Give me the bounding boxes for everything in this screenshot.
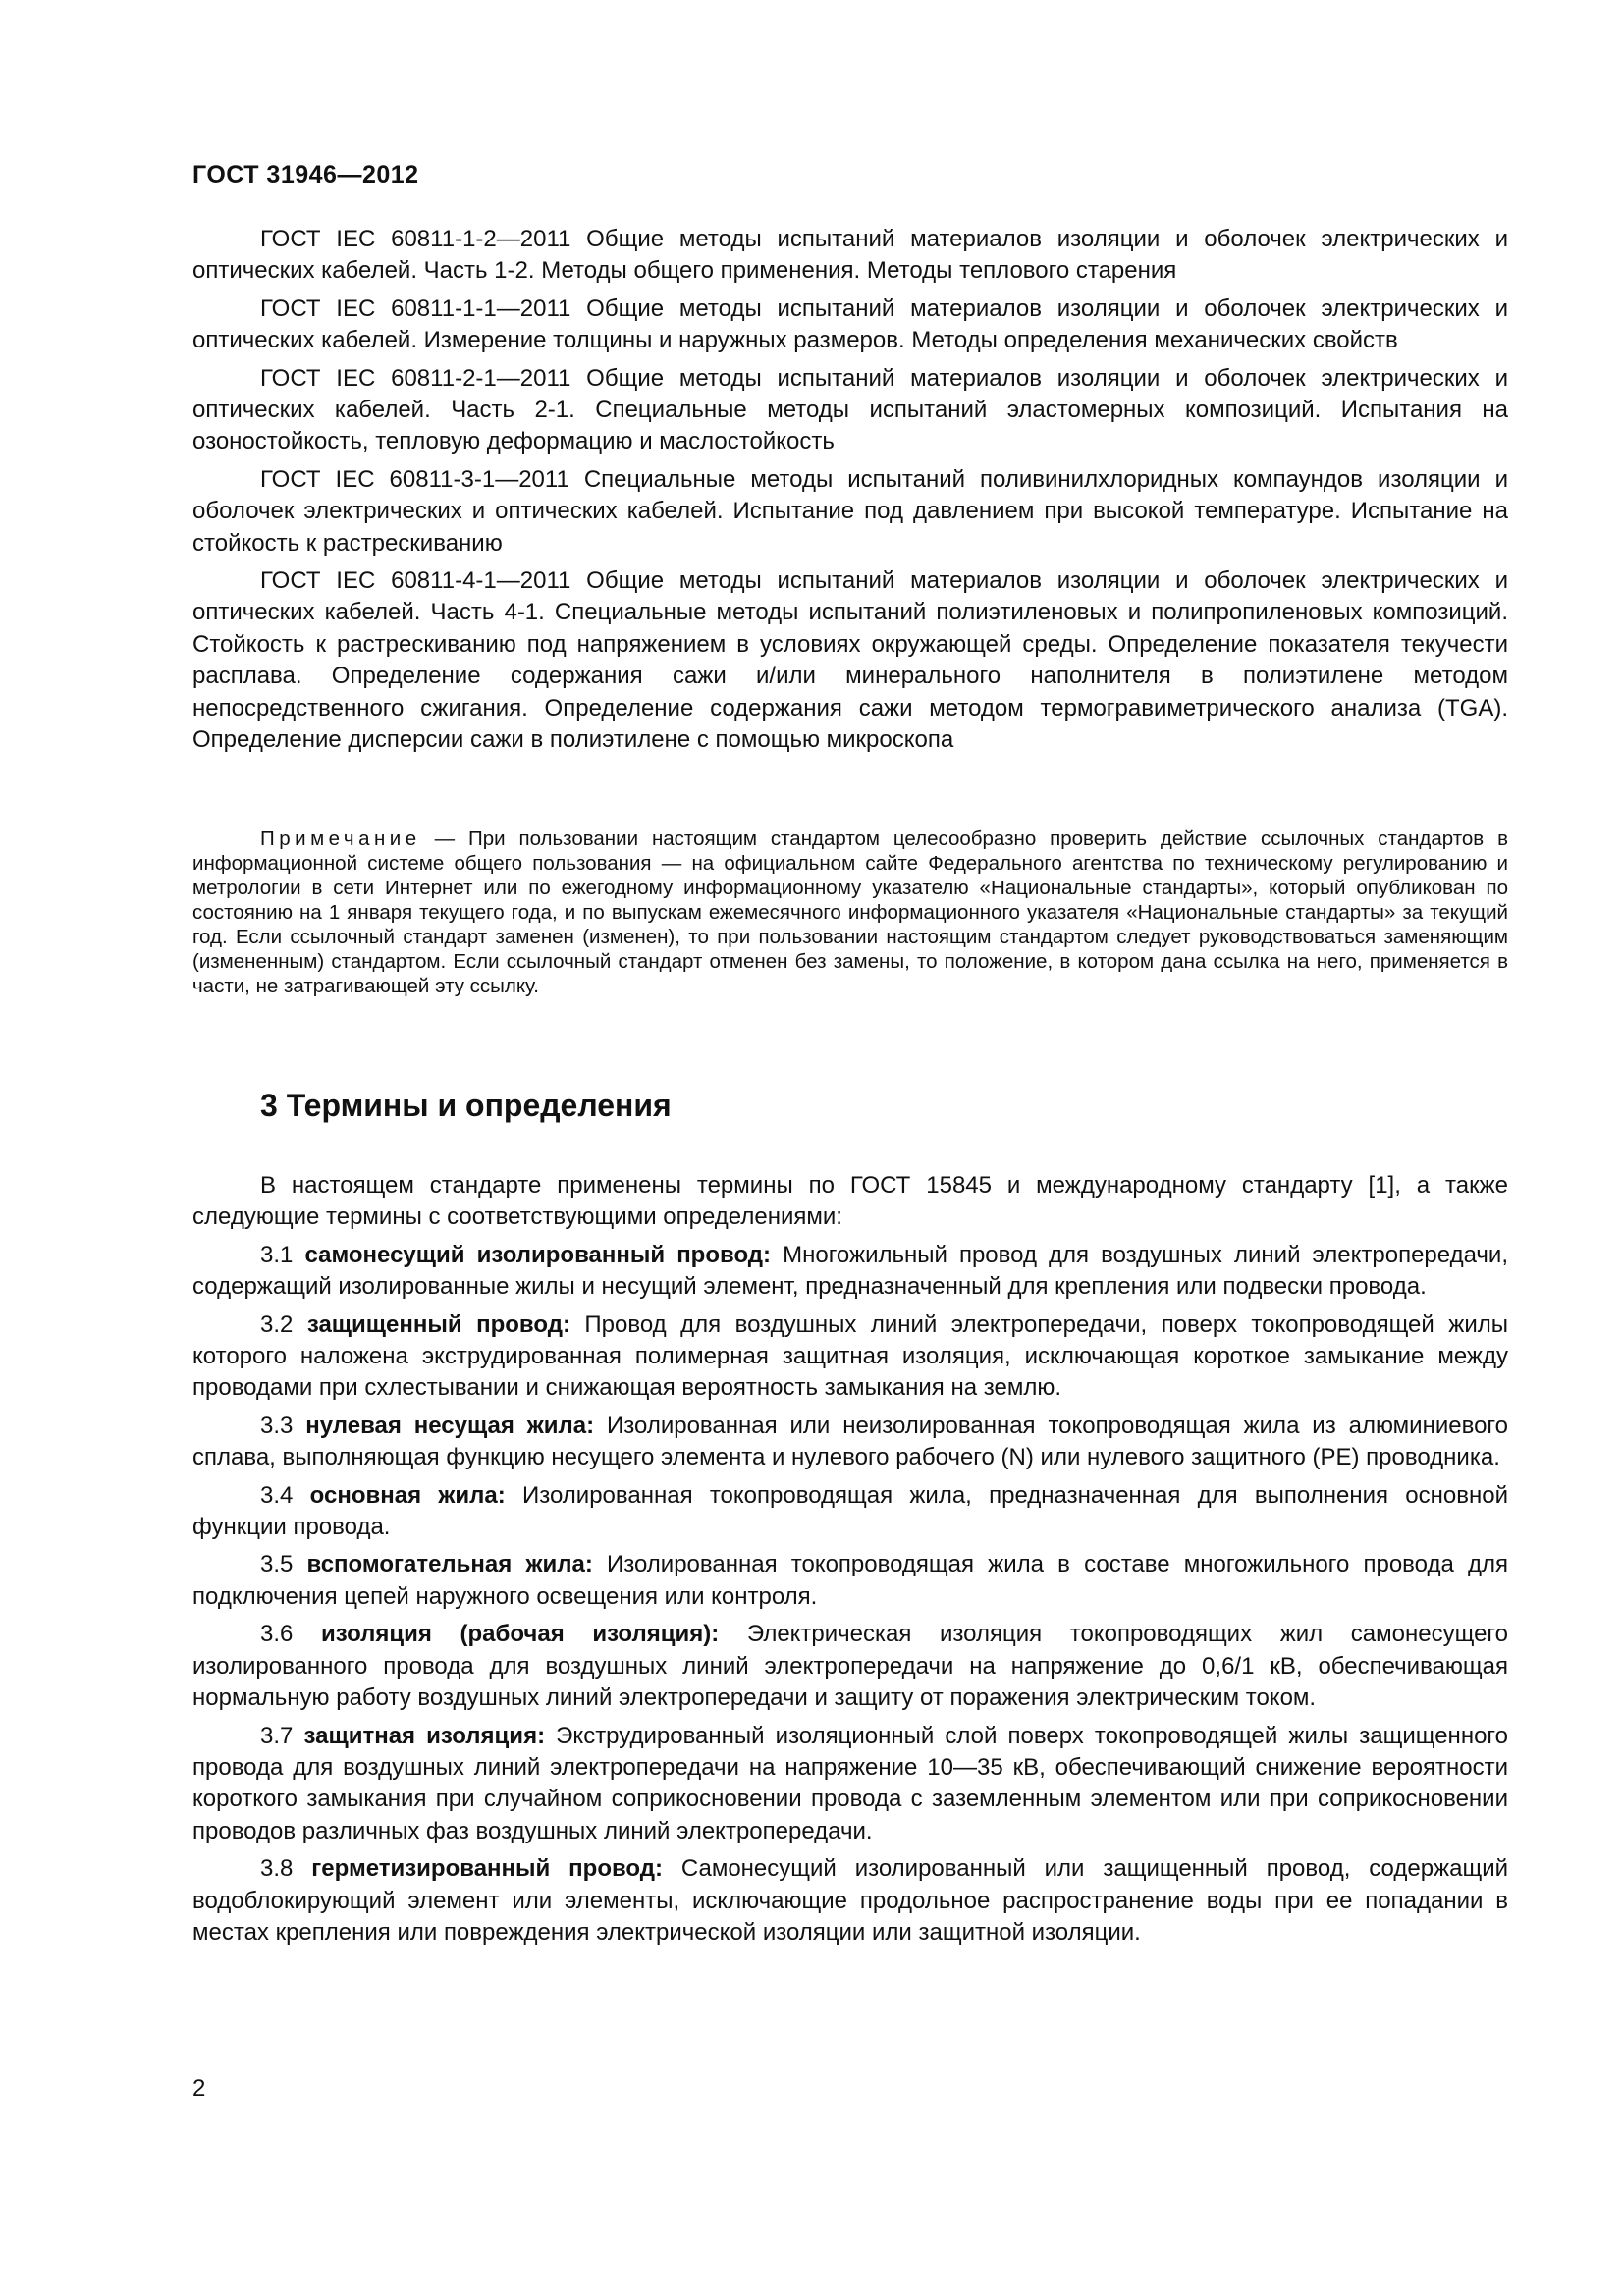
term-definition: Изолированная токопроводящая жила в составе многожильного провода для подключения цепей наружного освещения или контроля. bbox=[192, 1551, 1508, 1610]
section-intro: В настоящем стандарте применены термины по ГОСТ 15845 и международному стандарту [1], а также следующие термины с соответствующими определениями: bbox=[192, 1172, 1508, 1231]
term-number: 3.7 bbox=[260, 1722, 294, 1749]
term-number: 3.5 bbox=[260, 1551, 294, 1578]
terms-section bbox=[192, 1170, 1508, 1954]
term-entry bbox=[192, 1549, 1508, 1613]
term-entry bbox=[192, 1619, 1508, 1714]
term-name: защитная изоляция: bbox=[303, 1722, 546, 1749]
section-title: 3 Термины и определения bbox=[260, 1088, 672, 1123]
normative-references bbox=[192, 224, 1508, 763]
reference-item: ГОСТ IEC 60811-4-1—2011 Общие методы испытаний материалов изоляции и оболочек электрических и оптических кабелей. Часть 4-1. Специальные методы испытаний полиэтиленовых и полипропиленовых композиций. Стойкость к растрескиванию под напряжением в условиях окружающей среды. Определение показателя текучести расплава. Определение содержания сажи и/или минерального наполнителя в полиэтилене методом непосредственного сжигания. Определение содержания сажи методом термогравиметрического анализа (TGA). Определение дисперсии сажи в полиэтилене с помощью микроскопа bbox=[192, 567, 1508, 754]
reference-item: ГОСТ IEC 60811-1-2—2011 Общие методы испытаний материалов изоляции и оболочек электрических и оптических кабелей. Часть 1-2. Методы общего применения. Методы теплового старения bbox=[192, 226, 1508, 285]
term-number: 3.6 bbox=[260, 1621, 294, 1648]
term-entry bbox=[192, 1480, 1508, 1544]
term-entry bbox=[192, 1411, 1508, 1474]
term-entry bbox=[192, 1240, 1508, 1304]
term-number: 3.1 bbox=[260, 1241, 294, 1268]
term-definition: Электрическая изоляция токопроводящих жил самонесущего изолированного провода для воздушных линий электропередачи на напряжение до 0,6/1 кВ, обеспечивающая нормальную работу воздушных линий электропередачи и защиту от поражения электрическим током. bbox=[192, 1621, 1508, 1712]
page-number: 2 bbox=[192, 2075, 206, 2102]
document-header: ГОСТ 31946—2012 bbox=[192, 161, 419, 188]
term-definition: Экструдированный изоляционный слой поверх токопроводящей жилы защищенного провода для воздушных линий электропередачи на напряжение 10—35 кВ, обеспечивающий снижение вероятности короткого замыкания при случайном соприкосновении провода с заземленным элементом или при соприкосновении проводов различных фаз воздушных линий электропередачи. bbox=[192, 1722, 1508, 1844]
note-paragraph bbox=[192, 827, 1508, 998]
term-entry bbox=[192, 1309, 1508, 1405]
term-definition: Многожильный провод для воздушных линий электропередачи, содержащий изолированные жилы и несущий элемент, предназначенный для крепления или подвески провода. bbox=[192, 1241, 1508, 1301]
term-definition: Провод для воздушных линий электропередачи, поверх токопроводящей жилы которого наложена экструдированная полимерная защитная изоляция, исключающая короткое замыкание между проводами при схлестывании и снижающая вероятность замыкания на землю. bbox=[192, 1310, 1508, 1402]
term-name: герметизированный провод: bbox=[311, 1855, 663, 1883]
term-name: основная жила: bbox=[309, 1481, 506, 1509]
term-entry bbox=[192, 1853, 1508, 1949]
term-entry bbox=[192, 1721, 1508, 1848]
term-number: 3.4 bbox=[260, 1481, 294, 1509]
term-name: нулевая несущая жила: bbox=[305, 1412, 595, 1439]
reference-item: ГОСТ IEC 60811-1-1—2011 Общие методы испытаний материалов изоляции и оболочек электрических и оптических кабелей. Измерение толщины и наружных размеров. Методы определения механических свойств bbox=[192, 294, 1508, 354]
term-name: вспомогательная жила: bbox=[306, 1551, 593, 1578]
note-text: — При пользовании настоящим стандартом целесообразно проверить действие ссылочных стандартов в информационной системе общего пользования — на официальном сайте Федерального агентства по техническому регулированию и метрологии в сети Интернет или по ежегодному информационному указателю «Национальные стандарты», который опубликован по состоянию на 1 января текущего года, и по выпускам ежемесячного информационного указателя «Национальные стандарты» за текущий год. Если ссылочный стандарт заменен (изменен), то при пользовании настоящим стандартом следует руководствоваться заменяющим (измененным) стандартом. Если ссылочный стандарт отменен без замены, то положение, в котором дана ссылка на него, применяется в части, не затрагивающей эту ссылку. bbox=[192, 828, 1508, 997]
reference-item: ГОСТ IEC 60811-3-1—2011 Специальные методы испытаний поливинилхлоридных компаундов изоляции и оболочек электрических и оптических кабелей. Испытание под давлением при высокой температуре. Испытание на стойкость к растрескиванию bbox=[192, 465, 1508, 557]
term-definition: Самонесущий изолированный или защищенный провод, содержащий водоблокирующий элемент или элементы, исключающие продольное распространение воды при ее попадании в местах крепления или повреждения электрической изоляции или защитной изоляции. bbox=[192, 1855, 1509, 1946]
term-number: 3.2 bbox=[260, 1310, 294, 1338]
term-number: 3.3 bbox=[260, 1412, 294, 1439]
note-label: Примечание bbox=[260, 828, 421, 850]
term-definition: Изолированная токопроводящая жила, предназначенная для выполнения основной функции провода. bbox=[192, 1481, 1508, 1541]
reference-item: ГОСТ IEC 60811-2-1—2011 Общие методы испытаний материалов изоляции и оболочек электрических и оптических кабелей. Часть 2-1. Специальные методы испытаний эластомерных композиций. Испытания на озоностойкость, тепловую деформацию и маслостойкость bbox=[192, 364, 1508, 455]
term-definition: Изолированная или неизолированная токопроводящая жила из алюминиевого сплава, выполняющая функцию несущего элемента и нулевого рабочего (N) или нулевого защитного (PE) проводника. bbox=[192, 1412, 1508, 1471]
term-number: 3.8 bbox=[260, 1855, 294, 1883]
term-name: изоляция (рабочая изоляция): bbox=[321, 1621, 720, 1648]
term-name: самонесущий изолированный провод: bbox=[304, 1241, 772, 1268]
term-name: защищенный провод: bbox=[306, 1310, 570, 1338]
